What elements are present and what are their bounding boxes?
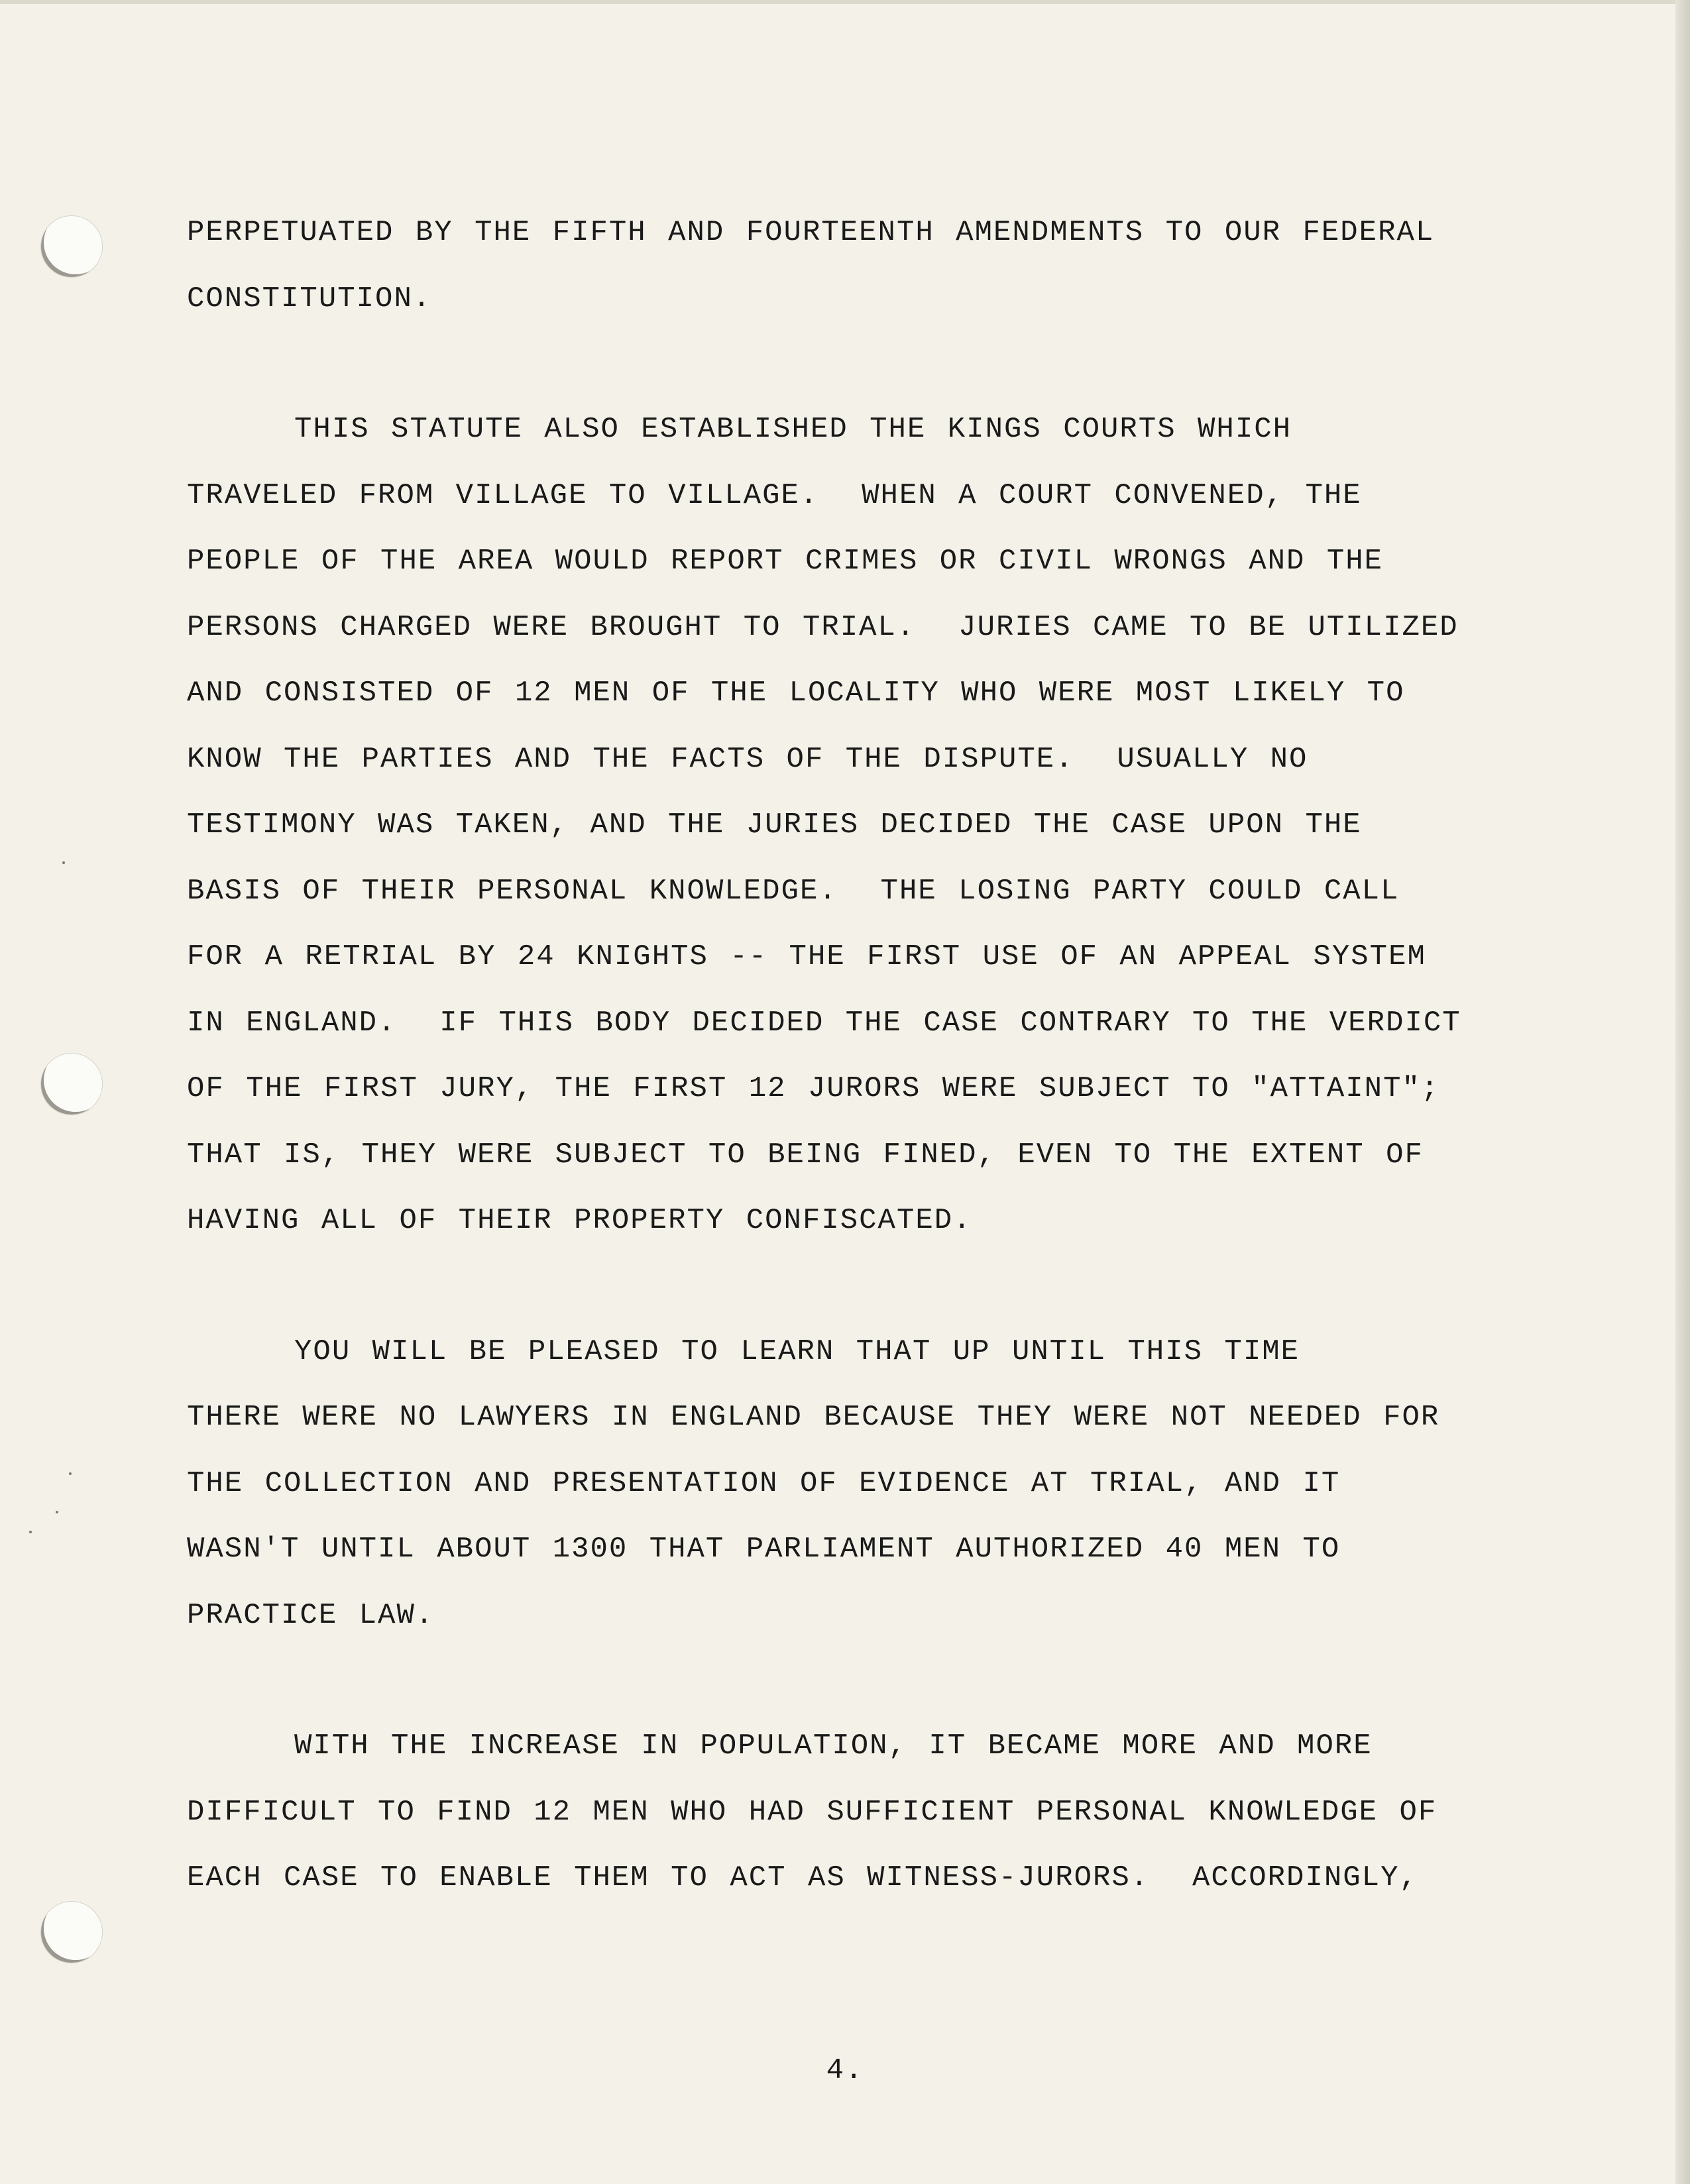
text-line: KNOW THE PARTIES AND THE FACTS OF THE DISPUTE. USUALLY NO (187, 742, 1308, 776)
punch-hole-top (41, 216, 102, 277)
text-line: PERPETUATED BY THE FIFTH AND FOURTEENTH AMENDMENTS TO OUR FEDERAL (187, 216, 1435, 249)
text-line: AND CONSISTED OF 12 MEN OF THE LOCALITY WHO WERE MOST LIKELY TO (187, 677, 1405, 710)
text-line: TRAVELED FROM VILLAGE TO VILLAGE. WHEN A COURT CONVENED, THE (187, 478, 1362, 512)
page-number: 4. (826, 2054, 864, 2087)
body-text (187, 200, 1512, 1977)
text-line: BASIS OF THEIR PERSONAL KNOWLEDGE. THE LOSING PARTY COULD CALL (187, 874, 1400, 908)
text-line: HAVING ALL OF THEIR PROPERTY CONFISCATED. (187, 1204, 972, 1237)
text-line: YOU WILL BE PLEASED TO LEARN THAT UP UNTIL THIS TIME (187, 1335, 1300, 1368)
paragraph (187, 397, 1512, 1254)
text-line: WASN'T UNTIL ABOUT 1300 THAT PARLIAMENT AUTHORIZED 40 MEN TO (187, 1533, 1341, 1566)
text-line: OF THE FIRST JURY, THE FIRST 12 JURORS WERE SUBJECT TO "ATTAINT"; (187, 1072, 1440, 1105)
text-line: DIFFICULT TO FIND 12 MEN WHO HAD SUFFICIENT PERSONAL KNOWLEDGE OF (187, 1795, 1437, 1829)
punch-hole-middle (41, 1054, 102, 1115)
text-line: FOR A RETRIAL BY 24 KNIGHTS -- THE FIRST USE OF AN APPEAL SYSTEM (187, 940, 1426, 973)
text-line: PERSONS CHARGED WERE BROUGHT TO TRIAL. JURIES CAME TO BE UTILIZED (187, 610, 1459, 644)
text-line: TESTIMONY WAS TAKEN, AND THE JURIES DECIDED THE CASE UPON THE (187, 808, 1362, 842)
paragraph (187, 1319, 1512, 1649)
text-line: IN ENGLAND. IF THIS BODY DECIDED THE CASE CONTRARY TO THE VERDICT (187, 1006, 1461, 1040)
paper-right-edge (1675, 0, 1690, 2184)
text-line: THE COLLECTION AND PRESENTATION OF EVIDENCE AT TRIAL, AND IT (187, 1466, 1341, 1500)
text-line: THERE WERE NO LAWYERS IN ENGLAND BECAUSE THEY WERE NOT NEEDED FOR (187, 1401, 1440, 1434)
paragraph (187, 1714, 1512, 1912)
text-line: WITH THE INCREASE IN POPULATION, IT BECAME MORE AND MORE (187, 1729, 1373, 1763)
text-line: PRACTICE LAW. (187, 1598, 435, 1632)
punch-hole-bottom (41, 1902, 102, 1963)
text-line: PEOPLE OF THE AREA WOULD REPORT CRIMES OR CIVIL WRONGS AND THE (187, 545, 1384, 578)
paragraph (187, 200, 1512, 332)
text-line: CONSTITUTION. (187, 282, 432, 315)
text-line: EACH CASE TO ENABLE THEM TO ACT AS WITNESS-JURORS. ACCORDINGLY, (187, 1861, 1418, 1894)
text-line: THAT IS, THEY WERE SUBJECT TO BEING FINED, EVEN TO THE EXTENT OF (187, 1138, 1424, 1172)
text-line: THIS STATUTE ALSO ESTABLISHED THE KINGS COURTS WHICH (187, 413, 1292, 446)
paper-top-edge (0, 0, 1677, 4)
